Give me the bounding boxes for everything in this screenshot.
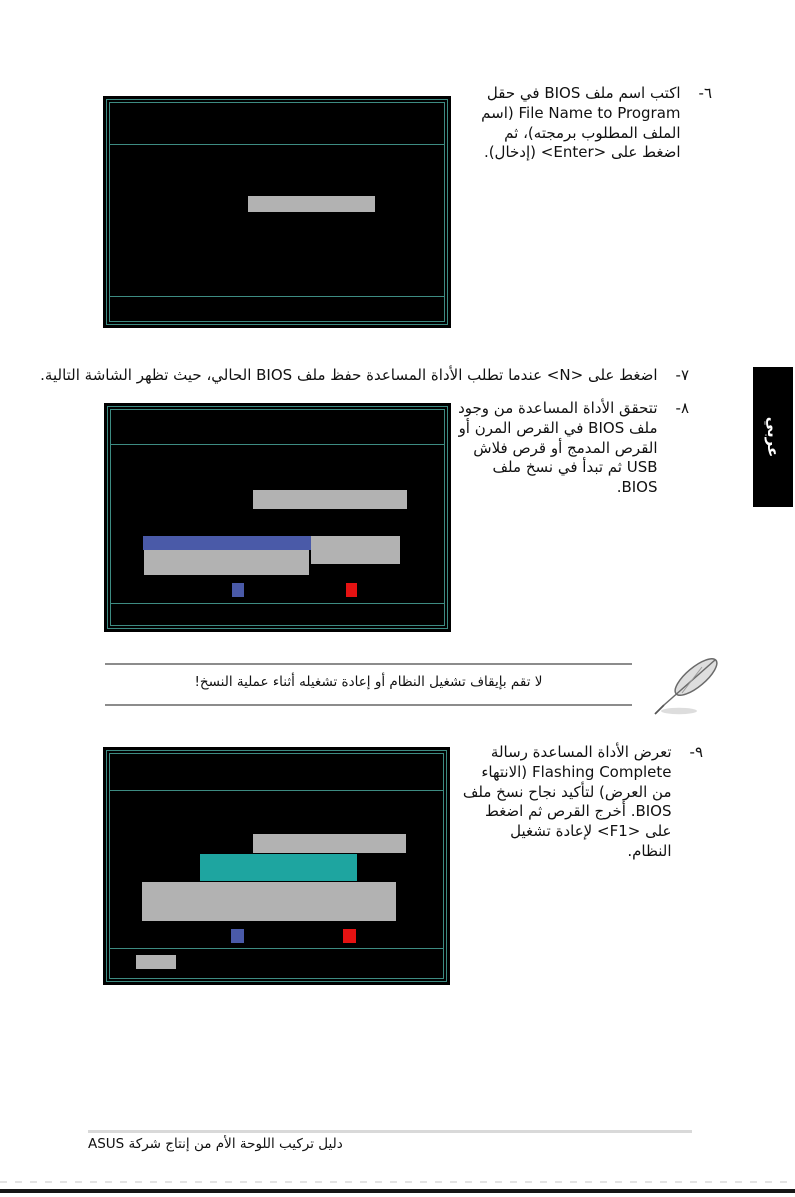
- bios-screen-flashing-complete: [103, 747, 450, 985]
- screen-header-separator: [110, 144, 444, 145]
- step-7: [40, 366, 689, 386]
- screen-header-separator: [110, 790, 443, 791]
- step-7-number: ٧-: [675, 366, 689, 384]
- footer-rule: [88, 1130, 692, 1133]
- screen-footer-separator: [110, 948, 443, 949]
- screen-border-inner: [109, 102, 445, 322]
- legend-red-square: [343, 929, 356, 943]
- legend-red-square: [346, 583, 357, 597]
- note-rule-bottom: [105, 704, 632, 706]
- step-8-number: ٨-: [675, 399, 689, 417]
- progress-label-bar: [144, 549, 309, 575]
- note-rule-top: [105, 663, 632, 665]
- step-7-text: اضغط على <N> عندما تطلب الأداة المساعدة حفظ ملف BIOS الحالي، حيث تظهر الشاشة التالية.: [40, 366, 658, 384]
- step-6-text: اكتب اسم ملف BIOS في حقل File Name to Program (اسم الملف المطلوب برمجته)، ثم اضغط على <Enter> (إدخال).: [481, 84, 681, 162]
- screen-footer-separator: [111, 603, 444, 604]
- step-9-number: ٩-: [689, 743, 703, 761]
- screen-header-separator: [111, 444, 444, 445]
- bios-screen-filename-prompt: [103, 96, 451, 328]
- status-text-bar: [253, 490, 407, 509]
- note-text: لا تقم بإيقاف تشغيل النظام أو إعادة تشغيله أثناء عملية النسخ!: [194, 674, 543, 690]
- page-scan-noise: [0, 1181, 795, 1183]
- footer-text: دليل تركيب اللوحة الأم من إنتاج شركة ASUS: [88, 1136, 343, 1152]
- progress-complete-bar: [142, 882, 396, 921]
- step-8-text: تتحقق الأداة المساعدة من وجود ملف BIOS في القرص المرن أو القرص المدمج أو قرص فلاش USB ثم تبدأ في نسخ ملف BIOS.: [458, 399, 658, 497]
- bios-screen-copy-progress: [104, 403, 451, 632]
- language-thumb-tab: [753, 367, 793, 507]
- step-9-text: تعرض الأداة المساعدة رسالة Flashing Complete (الانتهاء من العرض) لتأكيد نجاح نسخ ملف BIOS. أخرج القرص ثم اضغط على <F1> لإعادة تشغيل النظام.: [462, 743, 672, 860]
- legend-blue-square: [231, 929, 244, 943]
- progress-track-bar: [311, 536, 400, 564]
- screen-border-inner: [110, 409, 445, 626]
- status-text-bar: [253, 834, 406, 853]
- flashing-complete-message-bar: [200, 854, 357, 881]
- legend-blue-square: [232, 583, 244, 597]
- screen-footer-separator: [110, 296, 444, 297]
- step-9: [462, 743, 703, 862]
- page-bottom-edge: [0, 1189, 795, 1193]
- language-tab-label: عربي: [764, 416, 783, 458]
- step-8: [458, 399, 689, 498]
- quill-pen-icon: [652, 653, 728, 717]
- filename-field-bar: [248, 196, 375, 212]
- step-6-number: ٦-: [698, 84, 712, 102]
- prompt-text-bar: [136, 955, 176, 969]
- progress-fill-bar: [143, 536, 311, 550]
- step-6: [465, 84, 712, 163]
